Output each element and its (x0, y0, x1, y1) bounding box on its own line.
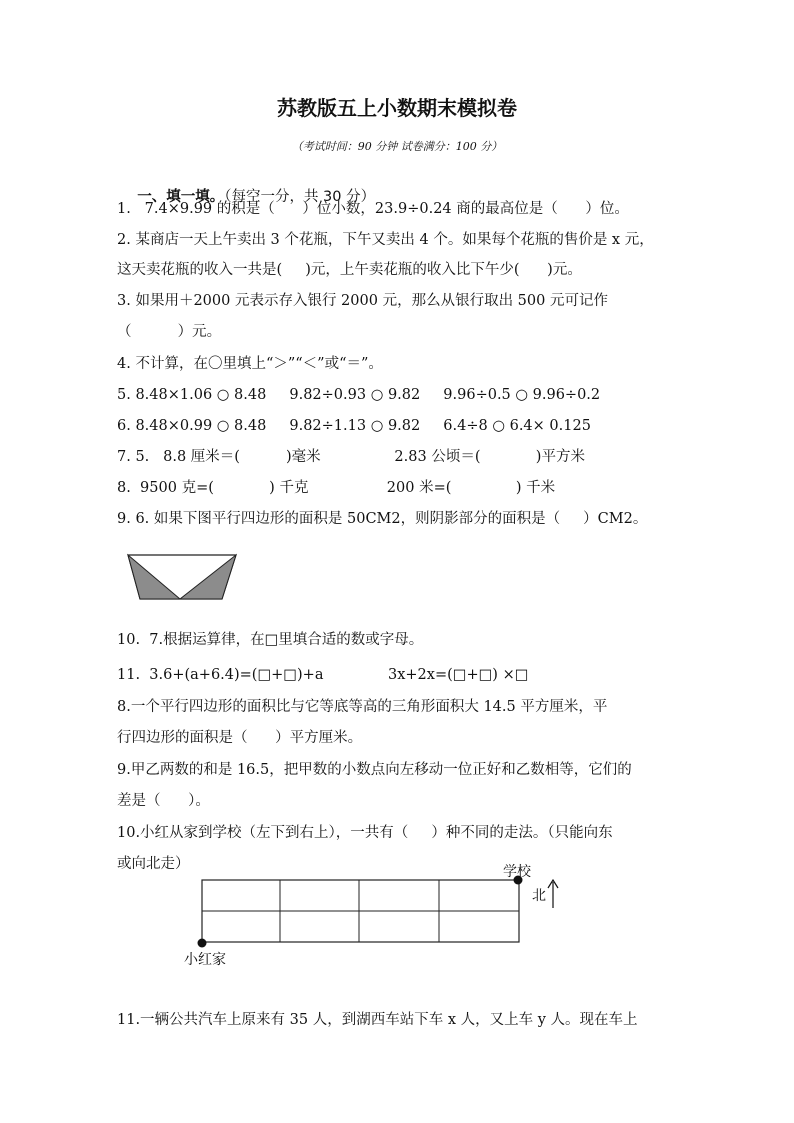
school-label: 学校 (503, 864, 531, 880)
question-line: 11.一辆公共汽车上原来有 35 人，到湖西车站下车 x 人，又上车 y 人。现在车上 (117, 1012, 638, 1028)
question-line: 6. 8.48×0.99 ○ 8.48 9.82÷1.13 ○ 9.82 6.4÷8 ○ 6.4× 0.125 (117, 418, 591, 434)
question-line: 8. 9500 克=( ) 千克 200 米=( ) 千米 (117, 480, 556, 496)
route-grid-figure (180, 858, 580, 970)
home-dot (198, 939, 207, 948)
page-title: 苏教版五上小数期末模拟卷 (277, 96, 517, 120)
question-line: 1. 7.4×9.99 的积是（ ）位小数，23.9÷0.24 商的最高位是（ ）位。 (117, 201, 629, 217)
question-line: 7. 5. 8.8 厘米＝( )毫米 2.83 公顷＝( )平方米 (117, 449, 585, 465)
question-line: 9.甲乙两数的和是 16.5，把甲数的小数点向左移动一位正好和乙数相等，它们的 (117, 762, 632, 778)
parallelogram-figure (126, 553, 238, 601)
home-label: 小红家 (184, 952, 226, 968)
north-label: 北 (532, 888, 546, 904)
question-line: 10.小红从家到学校（左下到右上），一共有（ ）种不同的走法。（只能向东 (117, 825, 613, 841)
question-line: 10. 7.根据运算律，在□里填合适的数或字母。 (117, 632, 424, 648)
question-line: （ ）元。 (117, 324, 222, 340)
question-line: 11. 3.6+(a+6.4)=(□+□)+a 3x+2x=(□+□) ×□ (117, 667, 529, 683)
section-title: 一、填一填。 (137, 189, 225, 205)
question-line: 8.一个平行四边形的面积比与它等底等高的三角形面积大 14.5 平方厘米，平 (117, 699, 608, 715)
question-line: 这天卖花瓶的收入一共是( )元，上午卖花瓶的收入比下午少( )元。 (117, 262, 582, 278)
exam-info: （考试时间：90 分钟 试卷满分：100 分） (291, 140, 503, 153)
question-line: 3. 如果用＋2000 元表示存入银行 2000 元，那么从银行取出 500 元可记作 (117, 293, 608, 309)
question-line: 5. 8.48×1.06 ○ 8.48 9.82÷0.93 ○ 9.82 9.96÷0.5 ○ 9.96÷0.2 (117, 387, 601, 403)
question-line: 9. 6. 如果下图平行四边形的面积是 50CM2，则阴影部分的面积是（ ）CM2。 (117, 511, 648, 527)
question-line: 或向北走） (117, 856, 190, 872)
question-line: 4. 不计算，在〇里填上“＞”“＜”或“＝”。 (117, 356, 383, 372)
question-line: 差是（ ）。 (117, 793, 210, 809)
question-line: 2. 某商店一天上午卖出 3 个花瓶，下午又卖出 4 个。如果每个花瓶的售价是 x 元， (117, 232, 654, 248)
section-note: （每空一分，共 30 分） (224, 189, 376, 205)
question-line: 行四边形的面积是（ ）平方厘米。 (117, 730, 363, 746)
